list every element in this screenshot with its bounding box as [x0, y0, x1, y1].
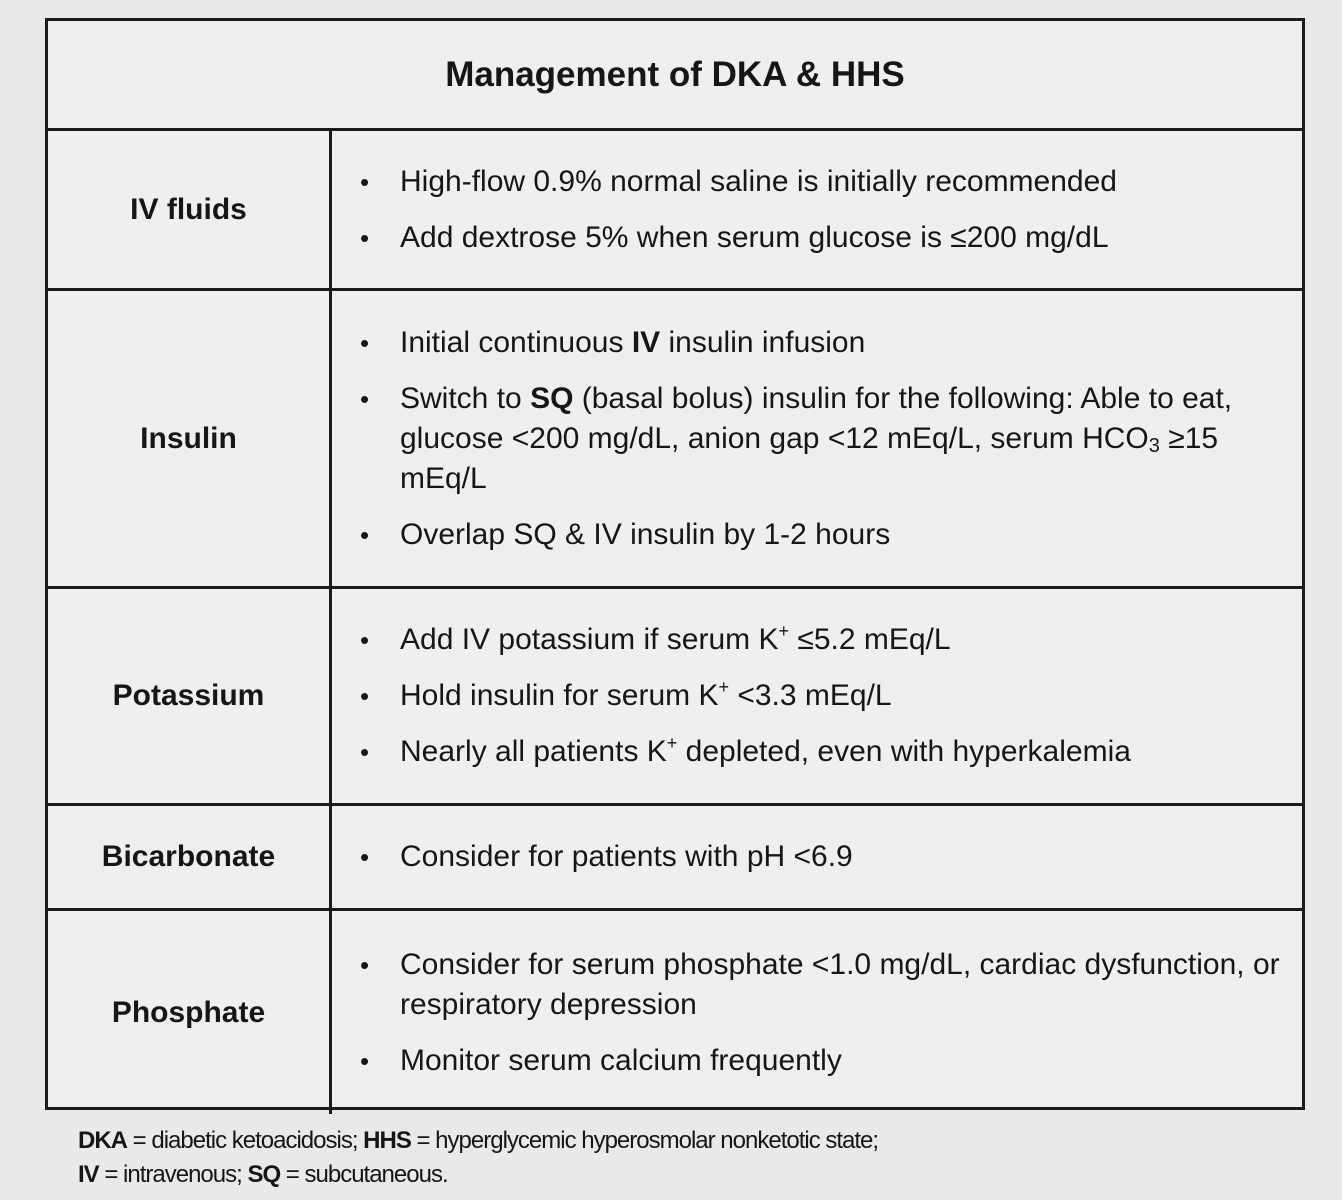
text-segment: = hyperglycemic hyperosmolar nonketotic state; — [410, 1127, 879, 1154]
bullet-icon: • — [360, 519, 370, 550]
table-row-iv-fluids — [48, 131, 1302, 291]
bullet-item — [360, 162, 1282, 202]
bullet-item — [360, 515, 1282, 555]
table-row-bicarbonate — [48, 806, 1302, 911]
text-segment: (basal bolus) insulin for the following: Able to eat, glucose <200 mg/dL, anion gap <12 mEq/L, serum HCO — [400, 381, 1233, 455]
bullet-item — [360, 379, 1282, 499]
text-segment: ≥15 mEq/L — [400, 421, 1219, 495]
row-label: IV fluids — [48, 131, 332, 288]
text-segment: Consider for patients with pH <6.9 — [400, 840, 853, 873]
bullet-text — [400, 218, 1109, 258]
text-segment: Hold insulin for serum K — [400, 679, 719, 712]
text-segment: Monitor serum calcium frequently — [400, 1043, 842, 1077]
table-row-insulin — [48, 291, 1302, 589]
footnote — [78, 1124, 878, 1192]
table-row-potassium — [48, 589, 1302, 806]
text-segment: = diabetic ketoacidosis; — [127, 1127, 364, 1154]
bullet-icon: • — [360, 383, 370, 414]
text-segment: High-flow 0.9% normal saline is initially recommended — [400, 164, 1117, 198]
row-label: Potassium — [48, 589, 332, 803]
superscript-text: + — [718, 677, 729, 697]
bullet-icon: • — [360, 681, 370, 711]
bullet-icon: • — [360, 625, 370, 655]
row-label: Insulin — [48, 291, 332, 586]
text-segment: Initial continuous — [400, 325, 632, 359]
bullet-icon: • — [360, 949, 370, 980]
bold-text: HHS — [363, 1127, 411, 1154]
bold-text: IV — [78, 1161, 99, 1188]
bullet-text — [400, 945, 1282, 1025]
bullet-item — [360, 676, 1282, 716]
bullet-icon: • — [360, 737, 370, 767]
text-segment: insulin infusion — [660, 325, 866, 359]
row-content — [332, 911, 1302, 1114]
row-content — [332, 131, 1302, 288]
text-segment: ≤5.2 mEq/L — [789, 623, 951, 656]
bullet-text — [400, 732, 1131, 772]
bullet-text — [400, 162, 1117, 202]
text-segment: = subcutaneous. — [280, 1161, 448, 1188]
bullet-icon: • — [360, 842, 370, 872]
management-table — [45, 18, 1305, 1110]
bullet-icon: • — [360, 327, 370, 358]
bold-text: IV — [631, 325, 661, 359]
text-segment: = intravenous; — [98, 1161, 248, 1188]
bullet-item — [360, 1041, 1282, 1081]
bullet-text — [400, 515, 890, 555]
text-segment: Overlap SQ & IV insulin by 1-2 hours — [400, 517, 891, 551]
row-label: Phosphate — [48, 911, 332, 1114]
footnote-line — [78, 1124, 878, 1158]
bullet-item — [360, 620, 1282, 660]
bullet-text — [400, 620, 951, 660]
bullet-text — [400, 379, 1282, 499]
bullet-item — [360, 218, 1282, 258]
bullet-icon: • — [360, 1045, 370, 1076]
bullet-item — [360, 945, 1282, 1025]
bullet-icon: • — [360, 222, 370, 253]
text-segment: <3.3 mEq/L — [728, 679, 892, 712]
row-content — [332, 806, 1302, 908]
bullet-text — [400, 323, 865, 363]
subscript-text: 3 — [1148, 434, 1160, 457]
bullet-icon: • — [360, 166, 370, 197]
text-segment: Add dextrose 5% when serum glucose is ≤200 mg/dL — [400, 220, 1109, 254]
text-segment: Consider for serum phosphate <1.0 mg/dL, cardiac dysfunction, or respiratory depression — [400, 947, 1280, 1021]
text-segment: Switch to — [400, 381, 531, 415]
bullet-text — [400, 676, 892, 716]
bullet-item — [360, 837, 1282, 877]
bullet-item — [360, 732, 1282, 772]
superscript-text: + — [666, 733, 678, 753]
text-segment: Nearly all patients K — [400, 735, 667, 768]
row-label: Bicarbonate — [48, 806, 332, 908]
bold-text: SQ — [530, 381, 574, 415]
table-row-phosphate — [48, 911, 1302, 1114]
bold-text: DKA — [78, 1127, 127, 1154]
text-segment: depleted, even with hyperkalemia — [677, 735, 1131, 768]
bullet-item — [360, 323, 1282, 363]
bullet-text — [400, 1041, 842, 1081]
bold-text: SQ — [247, 1161, 281, 1188]
bullet-text — [400, 837, 853, 877]
superscript-text: + — [778, 621, 790, 641]
table-title: Management of DKA & HHS — [48, 21, 1302, 131]
row-content — [332, 291, 1302, 586]
text-segment: Add IV potassium if serum K — [400, 623, 779, 656]
footnote-line — [78, 1158, 878, 1192]
row-content — [332, 589, 1302, 803]
